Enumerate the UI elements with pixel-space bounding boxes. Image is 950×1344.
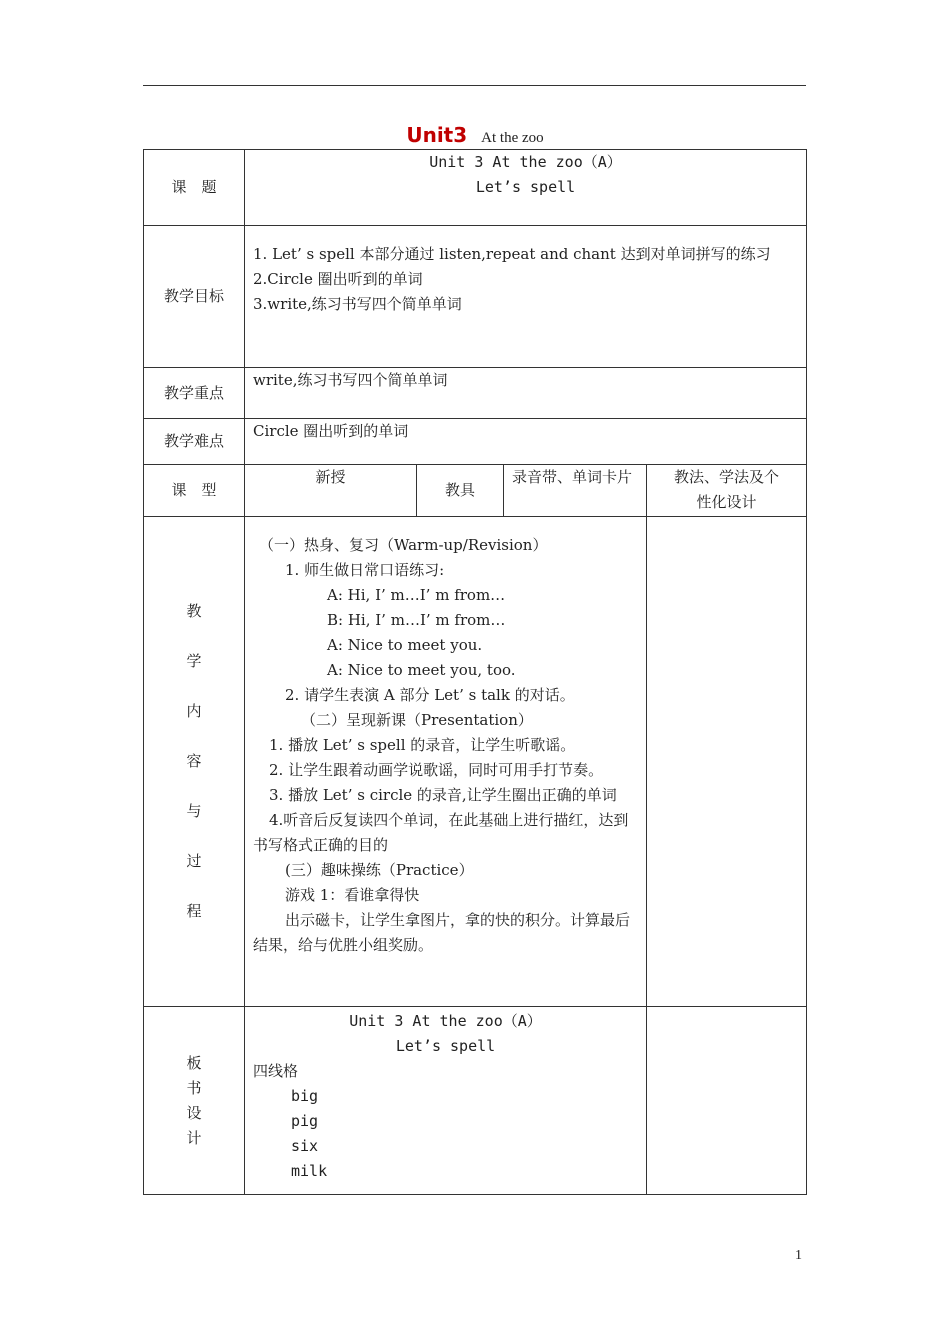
- process-line: （一）热身、复习（Warm-up/Revision）: [259, 536, 548, 554]
- process-line: 出示磁卡，让学生拿图片，拿的快的积分。计算最后结果，给与优胜小组奖励。: [253, 911, 631, 954]
- process-line: （二）呈现新课（Presentation）: [301, 711, 533, 729]
- process-line: B: Hi, I’ m…I’ m from…: [327, 611, 506, 629]
- board-word: pig: [291, 1112, 319, 1130]
- process-label-char: 程: [186, 902, 202, 920]
- board-line1: Unit 3 At the zoo（A）: [349, 1012, 542, 1030]
- key-point-text: write,练习书写四个简单单词: [245, 368, 807, 419]
- page-number: 1: [795, 1248, 802, 1263]
- process-line: 4.听音后反复读四个单词，在此基础上进行描红，达到书写格式正确的目的: [253, 811, 629, 854]
- process-line: 2. 请学生表演 A 部分 Let’ s talk 的对话。: [285, 686, 575, 704]
- unit-label: Unit3: [406, 123, 468, 147]
- board-label-char: 书: [186, 1078, 202, 1097]
- topic-line2: Let’s spell: [475, 178, 576, 196]
- process-label-char: 与: [186, 802, 202, 820]
- objective-1: 1. Let’ s spell 本部分通过 listen,repeat and chant 达到对单词拼写的练习: [253, 245, 771, 263]
- teaching-aids-label: 教具: [417, 465, 504, 517]
- board-word: milk: [291, 1162, 328, 1180]
- difficulty-row: [144, 419, 807, 465]
- process-label-char: 容: [186, 752, 202, 770]
- process-label-char: 学: [186, 652, 202, 670]
- objectives-row: [144, 226, 807, 368]
- objective-2: 2.Circle 圈出听到的单词: [253, 270, 423, 288]
- process-row: [144, 517, 807, 1007]
- key-point-row: [144, 368, 807, 419]
- board-label: [144, 1007, 245, 1195]
- process-label-char: 内: [186, 702, 202, 720]
- board-label-char: 设: [186, 1103, 202, 1122]
- board-cell: [245, 1007, 647, 1195]
- objective-3: 3.write,练习书写四个简单单词: [253, 295, 462, 313]
- board-row: [144, 1007, 807, 1195]
- document-title: [0, 123, 950, 147]
- board-word: six: [291, 1137, 319, 1155]
- process-line: A: Nice to meet you, too.: [327, 661, 516, 679]
- topic-row: [144, 150, 807, 226]
- four-line-grid-label: 四线格: [253, 1062, 299, 1080]
- lesson-type-row: [144, 465, 807, 517]
- header-rule: [143, 85, 806, 86]
- process-line: 3. 播放 Let’ s circle 的录音,让学生圈出正确的单词: [269, 786, 617, 804]
- board-notes-cell: [647, 1007, 807, 1195]
- process-label-char: 教: [186, 602, 202, 620]
- board-word: big: [291, 1087, 319, 1105]
- objectives-label: 教学目标: [144, 226, 245, 368]
- process-cell: [245, 517, 647, 1007]
- lesson-plan-table: [143, 149, 807, 1195]
- board-line2: Let’s spell: [395, 1037, 496, 1055]
- methods-label: 教法、学法及个性化设计: [647, 465, 807, 517]
- topic-line1: Unit 3 At the zoo（A）: [429, 153, 622, 171]
- difficulty-label: 教学难点: [144, 419, 245, 465]
- process-notes-cell: [647, 517, 807, 1007]
- unit-subtitle: At the zoo: [481, 130, 544, 146]
- lesson-type-label: 课 型: [144, 465, 245, 517]
- objectives-cell: [245, 226, 807, 368]
- process-label: [144, 517, 245, 1007]
- teaching-aids-value: 录音带、单词卡片: [504, 465, 647, 517]
- process-line: 1. 师生做日常口语练习:: [285, 561, 445, 579]
- lesson-type-value: 新授: [245, 465, 417, 517]
- process-line: A: Hi, I’ m…I’ m from…: [327, 586, 506, 604]
- difficulty-text: Circle 圈出听到的单词: [245, 419, 807, 465]
- board-label-char: 板: [186, 1053, 202, 1072]
- topic-cell: [245, 150, 807, 226]
- process-line: (三）趣味操练（Practice）: [285, 861, 474, 879]
- board-label-char: 计: [186, 1128, 202, 1147]
- process-line: A: Nice to meet you.: [327, 636, 483, 654]
- key-point-label: 教学重点: [144, 368, 245, 419]
- process-label-char: 过: [186, 852, 202, 870]
- topic-label: 课 题: [144, 150, 245, 226]
- process-line: 游戏 1：看谁拿得快: [285, 886, 420, 904]
- process-line: 1. 播放 Let’ s spell 的录音，让学生听歌谣。: [269, 736, 576, 754]
- process-line: 2. 让学生跟着动画学说歌谣，同时可用手打节奏。: [269, 761, 604, 779]
